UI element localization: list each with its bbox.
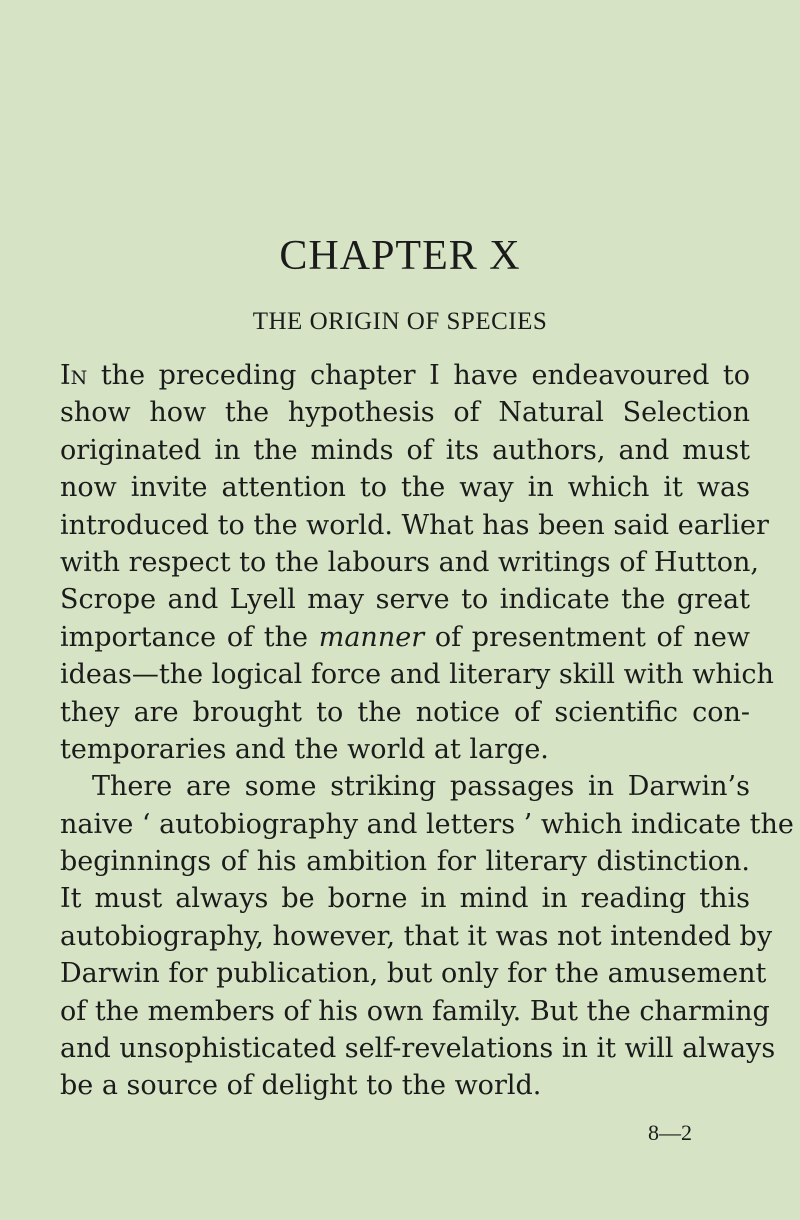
text-line: with respect to the labours and writings of Hutton, xyxy=(60,546,759,578)
text-line: be a source of delight to the world. xyxy=(60,1070,542,1102)
text-line: now invite attention to the way in which it was xyxy=(60,472,750,504)
text-line: and unsophisticated self-revelations in it will always xyxy=(60,1033,776,1065)
text-line-rest: the preceding chapter I have endeavoured to xyxy=(87,360,750,391)
text-line: beginnings of his ambition for literary distinction. xyxy=(60,846,750,878)
chapter-subtitle: THE ORIGIN OF SPECIES xyxy=(252,308,548,335)
emphasized-word: manner xyxy=(318,621,425,653)
body-text xyxy=(60,357,794,1105)
text-line: temporaries and the world at large. xyxy=(60,733,549,765)
printer-signature: 8—2 xyxy=(648,1120,692,1145)
text-line: It must always be borne in mind in reading this xyxy=(60,883,750,915)
chapter-heading: CHAPTER X xyxy=(279,233,521,279)
text-line: show how the hypothesis of Natural Selection xyxy=(60,397,750,429)
text-line: introduced to the world. What has been said earlier xyxy=(60,509,769,541)
text-line: Darwin for publication, but only for the amusement xyxy=(60,958,767,990)
text-line xyxy=(60,357,750,394)
text-line xyxy=(60,619,750,656)
text-line: ideas—the logical force and literary skill with which xyxy=(60,659,774,691)
text-line: autobiography, however, that it was not intended by xyxy=(60,920,773,952)
text-line: they are brought to the notice of scientific con- xyxy=(60,696,750,728)
text-segment: of presentment of new xyxy=(424,621,750,653)
text-line: of the members of his own family. But the charming xyxy=(60,995,770,1027)
text-line: Scrope and Lyell may serve to indicate the great xyxy=(60,584,750,616)
text-line: naive ‘ autobiography and letters ’ which indicate the xyxy=(60,808,794,840)
paragraph-lead-word: In xyxy=(60,360,88,391)
text-line: There are some striking passages in Darwin’s xyxy=(92,771,750,803)
text-segment: importance of the xyxy=(60,621,319,653)
text-line: originated in the minds of its authors, and must xyxy=(60,434,750,466)
